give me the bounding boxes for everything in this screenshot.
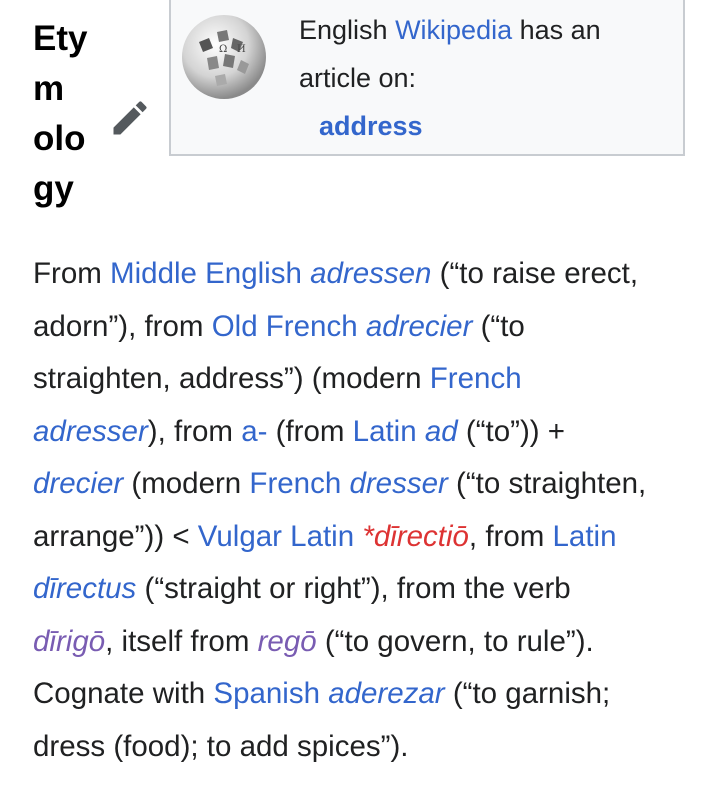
- text: dress (food); to add spices”).: [33, 729, 409, 763]
- link-dirigo[interactable]: dīrigō: [33, 624, 106, 658]
- text: [302, 257, 310, 290]
- heading-line: olo: [33, 119, 86, 158]
- link-latin[interactable]: Latin: [552, 519, 617, 553]
- text-line: [33, 248, 698, 301]
- link-spanish[interactable]: Spanish: [213, 677, 320, 710]
- link-french[interactable]: French: [249, 467, 342, 500]
- text-line: [33, 353, 698, 406]
- text: (“straight or right”), from the verb: [136, 572, 571, 605]
- text: (“to”)) +: [457, 414, 566, 448]
- wiki-box-text: article on:: [299, 63, 417, 93]
- text-line: [33, 563, 698, 616]
- text: From: [33, 257, 111, 290]
- text: [358, 310, 366, 343]
- text-line: [33, 721, 698, 774]
- text: (“to: [472, 309, 525, 343]
- link-old-french[interactable]: Old French: [211, 309, 358, 343]
- link-middle-english[interactable]: Middle English: [110, 257, 302, 290]
- link-drecier[interactable]: drecier: [33, 467, 124, 500]
- wikipedia-link[interactable]: Wikipedia: [395, 15, 513, 45]
- link-rego[interactable]: regō: [257, 624, 317, 658]
- link-aderezar[interactable]: aderezar: [328, 677, 445, 710]
- link-adresser[interactable]: adresser: [33, 414, 148, 448]
- link-french[interactable]: French: [429, 362, 522, 395]
- section-heading-etymology: [33, 14, 93, 214]
- wiki-box-text: English: [299, 15, 396, 45]
- heading-line: gy: [33, 169, 74, 208]
- wikipedia-box-text: [299, 6, 679, 150]
- text: , itself from: [105, 624, 258, 658]
- wiki-box-text: has an: [512, 15, 601, 45]
- text: arrange”)) <: [33, 519, 198, 553]
- text: ), from: [147, 414, 242, 448]
- text-line: [33, 616, 698, 669]
- link-dresser[interactable]: dresser: [349, 467, 448, 500]
- link-adrecier[interactable]: adrecier: [365, 309, 473, 343]
- text: [320, 677, 328, 710]
- text-line: [33, 511, 698, 564]
- svg-text:Ω: Ω: [219, 44, 228, 55]
- text: (from: [267, 414, 353, 448]
- link-vulgar-latin[interactable]: Vulgar Latin: [197, 519, 355, 553]
- heading-line: m: [33, 69, 65, 108]
- text-line: [33, 458, 698, 511]
- text: [417, 415, 425, 448]
- text: Cognate with: [33, 677, 214, 710]
- text-line: [33, 301, 698, 354]
- pencil-icon[interactable]: [108, 96, 152, 140]
- link-ad[interactable]: ad: [424, 414, 458, 448]
- text: (“to garnish;: [444, 677, 611, 710]
- text: straighten, address”) (modern: [33, 362, 430, 395]
- article-link-address[interactable]: address: [319, 111, 423, 141]
- heading-line: Ety: [33, 19, 88, 58]
- link-latin[interactable]: Latin: [352, 414, 417, 448]
- text: adorn”), from: [33, 309, 212, 343]
- text-line: [33, 406, 698, 459]
- text: (“to raise erect,: [431, 257, 639, 290]
- text: , from: [468, 519, 553, 553]
- text: (“to govern, to rule”).: [316, 624, 594, 658]
- text-line: [33, 668, 698, 721]
- text: (modern: [123, 467, 250, 500]
- wikipedia-sister-box: [169, 0, 685, 156]
- wikipedia-globe-icon: [179, 12, 269, 102]
- link-directus[interactable]: dīrectus: [33, 572, 137, 605]
- link-a-prefix[interactable]: a-: [241, 414, 268, 448]
- redlink-directio[interactable]: *dīrectiō: [362, 519, 469, 553]
- text: (“to straighten,: [447, 467, 647, 500]
- svg-text:И: И: [237, 44, 246, 55]
- link-adressen[interactable]: adressen: [310, 257, 432, 290]
- etymology-paragraph: [33, 248, 698, 773]
